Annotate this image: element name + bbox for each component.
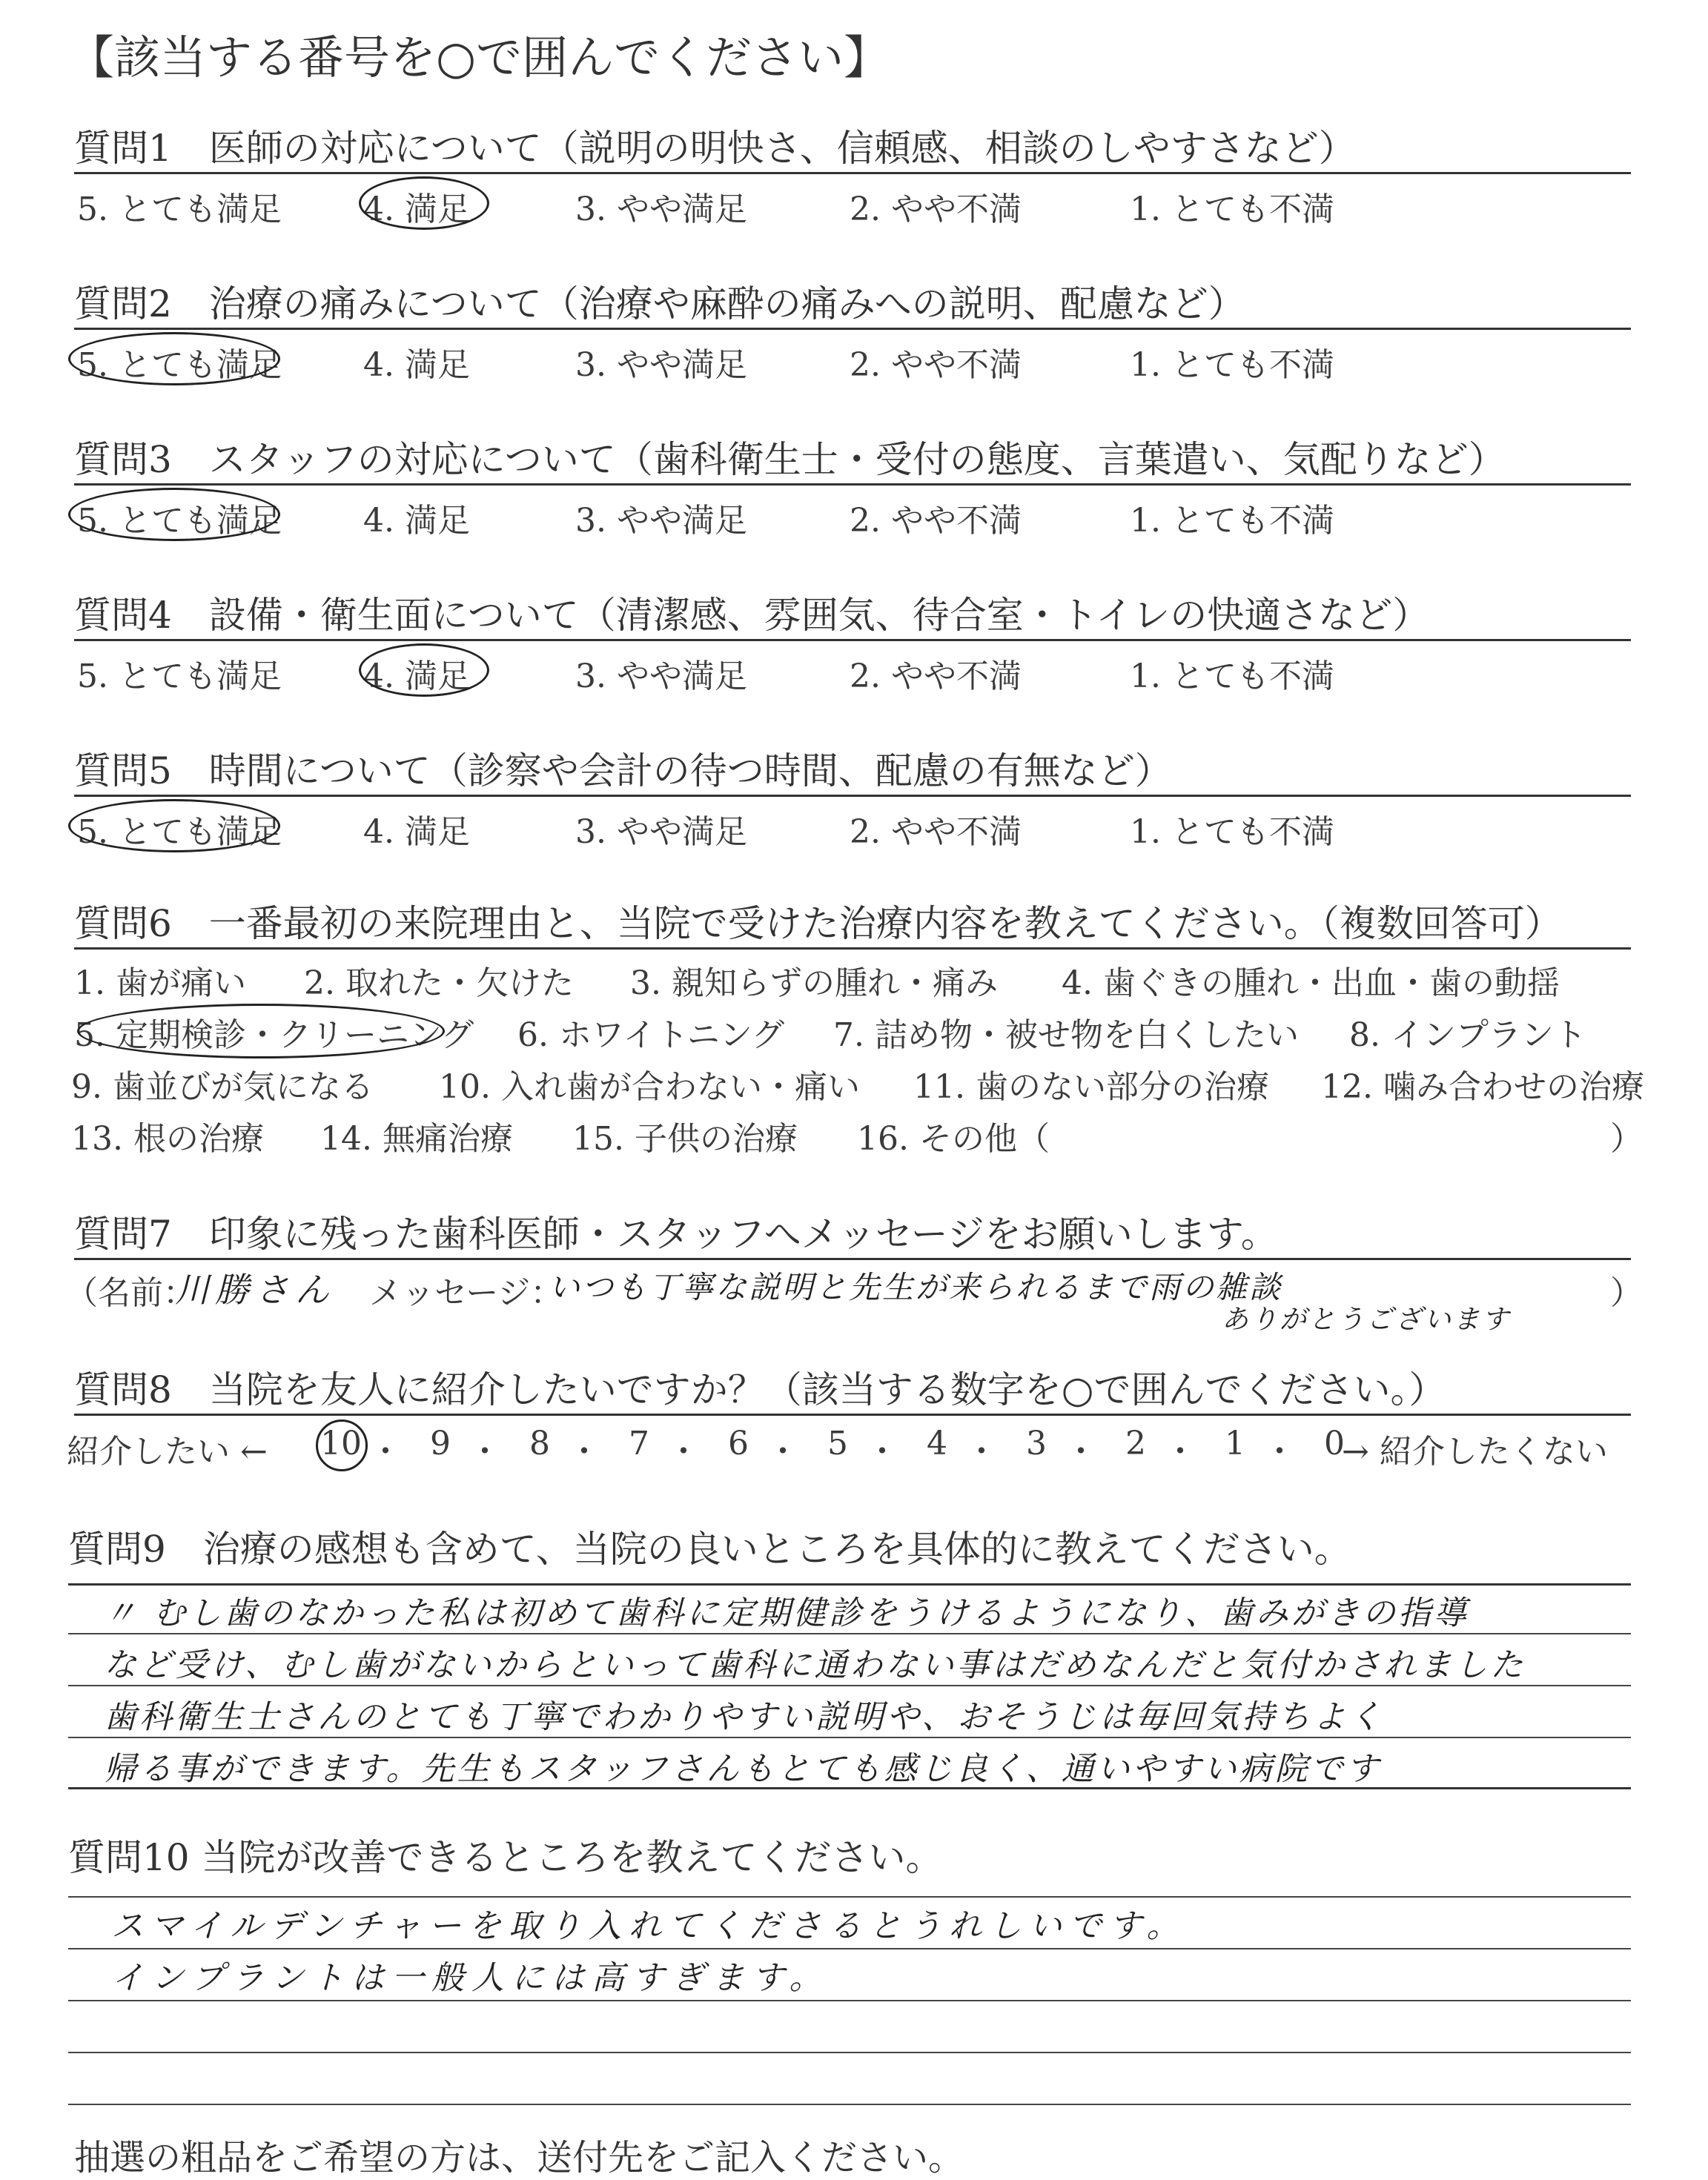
q3-option[interactable]: 4. 満足 [363, 502, 470, 540]
q6-option[interactable]: 13. 根の治療 [71, 1120, 264, 1158]
q8-scale-value[interactable]: 10 [320, 1425, 362, 1462]
q7-name-label: （名前： [65, 1274, 196, 1312]
q10-line-0 [68, 1896, 1631, 1898]
page-heading: 【該当する番号を○で囲んでください】 [68, 30, 890, 85]
q2-selected-circle [68, 332, 280, 385]
q6-option[interactable]: 14. 無痛治療 [320, 1120, 513, 1158]
q5-option[interactable]: 2. やや不満 [850, 813, 1022, 851]
q1-selected-circle [359, 176, 489, 230]
q10-line-3 [68, 2052, 1631, 2053]
q6-option[interactable]: 16. その他（ [857, 1120, 1050, 1158]
q7-message-label: メッセージ： [369, 1274, 563, 1312]
q4-option[interactable]: 5. とても満足 [77, 657, 282, 695]
q4-rule [74, 639, 1631, 641]
q8-scale-separator: ・ [767, 1433, 799, 1471]
q8-scale-separator: ・ [965, 1433, 998, 1471]
q5-selected-circle [68, 799, 280, 852]
footer-partial: 抽選の粗品をご希望の方は、送付先をご記入ください。 [74, 2137, 964, 2179]
q8-scale-separator: ・ [1263, 1433, 1296, 1471]
q2-option[interactable]: 1. とても不満 [1130, 346, 1334, 384]
q7-close-paren: ） [1610, 1274, 1643, 1312]
q1-option[interactable]: 4. 満足 [363, 190, 470, 228]
q9-answer-line: 帰る事ができます。先生もスタッフさんもとても感じ良く、通いやすい病院です [104, 1750, 1382, 1788]
q6-option[interactable]: 8. インプラント [1349, 1016, 1586, 1054]
q3-rule [74, 483, 1631, 486]
q2-rule [74, 328, 1631, 330]
q2-option[interactable]: 4. 満足 [363, 346, 470, 384]
q3-option[interactable]: 1. とても不満 [1130, 502, 1334, 540]
q7-message-value: いつも丁寧な説明と先生が来られるまで雨の雑談 [549, 1269, 1283, 1305]
q5-title: 質問5 時間について（診察や会計の待つ時間、配慮の有無など） [74, 749, 1172, 792]
q8-selected-circle [316, 1419, 368, 1471]
q6-option[interactable]: 10. 入れ歯が合わない・痛い [439, 1068, 860, 1106]
q10-title: 質問10 当院が改善できるところを教えてください。 [68, 1836, 943, 1879]
q3-option[interactable]: 3. やや満足 [575, 502, 747, 540]
q5-rule [74, 795, 1631, 797]
q6-option[interactable]: 12. 噛み合わせの治療 [1321, 1068, 1644, 1106]
q6-title: 質問6 一番最初の来院理由と、当院で受けた治療内容を教えてください。（複数回答可） [74, 902, 1562, 945]
q4-option[interactable]: 4. 満足 [363, 657, 470, 695]
q6-option[interactable]: 3. 親知らずの腫れ・痛み [630, 964, 998, 1002]
q8-scale-separator: ・ [1164, 1433, 1196, 1471]
q5-option[interactable]: 4. 満足 [363, 813, 470, 851]
q8-scale-value[interactable]: 7 [629, 1425, 649, 1462]
q6-option[interactable]: 5. 定期検診・クリーニング [74, 1016, 474, 1054]
q10-answer-line: スマイルデンチャーを取り入れてくださるとうれしいです。 [111, 1907, 1187, 1945]
q9-title: 質問9 治療の感想も含めて、当院の良いところを具体的に教えてください。 [68, 1528, 1351, 1571]
q1-option[interactable]: 2. やや不満 [850, 190, 1022, 228]
q6-option[interactable]: 6. ホワイトニング [517, 1016, 785, 1054]
q5-option[interactable]: 3. やや満足 [575, 813, 747, 851]
q9-line-0 [68, 1583, 1631, 1586]
q8-scale-value[interactable]: 5 [827, 1425, 848, 1462]
q6-option[interactable]: 2. 取れた・欠けた [304, 964, 574, 1002]
q10-line-2 [68, 2000, 1631, 2001]
q2-option[interactable]: 3. やや満足 [575, 346, 747, 384]
q3-selected-circle [68, 488, 280, 541]
q8-scale-value[interactable]: 2 [1125, 1425, 1146, 1462]
q4-selected-circle [359, 643, 489, 697]
q10-answer-line: インプラントは一般人には高すぎます。 [111, 1959, 830, 1997]
q2-option[interactable]: 5. とても満足 [77, 346, 282, 384]
q3-title: 質問3 スタッフの対応について（歯科衛生士・受付の態度、言葉遣い、気配りなど） [74, 438, 1506, 481]
q2-option[interactable]: 2. やや不満 [850, 346, 1022, 384]
q6-option[interactable]: 11. 歯のない部分の治療 [913, 1068, 1269, 1106]
q8-scale-separator: ・ [1065, 1433, 1097, 1471]
q4-title: 質問4 設備・衛生面について（清潔感、雰囲気、待合室・トイレの快適さなど） [74, 594, 1430, 637]
q8-scale-value[interactable]: 9 [430, 1425, 451, 1462]
q8-scale-separator: ・ [866, 1433, 898, 1471]
q4-option[interactable]: 1. とても不満 [1130, 657, 1334, 695]
q1-option[interactable]: 5. とても満足 [77, 190, 282, 228]
q8-scale-separator: ・ [667, 1433, 700, 1471]
q9-answer-line: 歯科衛生士さんのとても丁寧でわかりやすい説明や、おそうじは毎回気持ちよく [104, 1698, 1385, 1736]
q8-rule [74, 1414, 1631, 1416]
q8-scale-separator: ・ [369, 1433, 402, 1471]
q8-right-label: → 紹介したくない [1342, 1433, 1608, 1471]
q8-scale-separator: ・ [469, 1433, 501, 1471]
q6-option[interactable]: 4. 歯ぐきの腫れ・出血・歯の動揺 [1062, 964, 1560, 1002]
q6-option[interactable]: 9. 歯並びが気になる [71, 1068, 374, 1106]
q7-name-value: 川勝さん [175, 1270, 335, 1310]
q6-selected-circle [77, 1004, 445, 1058]
q6-option[interactable]: 1. 歯が痛い [74, 964, 246, 1002]
q7-title: 質問7 印象に残った歯科医師・スタッフへメッセージをお願いします。 [74, 1213, 1278, 1256]
q8-scale-value[interactable]: 8 [529, 1425, 550, 1462]
q4-option[interactable]: 2. やや不満 [850, 657, 1022, 695]
q5-option[interactable]: 5. とても満足 [77, 813, 282, 851]
q2-title: 質問2 治療の痛みについて（治療や麻酔の痛みへの説明、配慮など） [74, 282, 1245, 325]
q8-left-label: 紹介したい ← [67, 1433, 268, 1471]
q8-scale-separator: ・ [568, 1433, 600, 1471]
q8-title: 質問8 当院を友人に紹介したいですか？（該当する数字を○で囲んでください。） [74, 1368, 1446, 1411]
q1-title: 質問1 医師の対応について（説明の明快さ、信頼感、相談のしやすさなど） [74, 127, 1356, 170]
q10-line-4 [68, 2104, 1631, 2105]
q8-scale-value[interactable]: 0 [1324, 1425, 1345, 1462]
q6-option[interactable]: 15. 子供の治療 [572, 1120, 798, 1158]
q9-answer-line: など受け、むし歯がないからといって歯科に通わない事はだめなんだと気付かされました [104, 1646, 1526, 1684]
q4-option[interactable]: 3. やや満足 [575, 657, 747, 695]
q8-scale-value[interactable]: 6 [728, 1425, 749, 1462]
q1-option[interactable]: 3. やや満足 [575, 190, 747, 228]
q8-scale-value[interactable]: 1 [1225, 1425, 1245, 1462]
q7-message-value-2: ありがとうございます [1222, 1305, 1512, 1335]
q5-option[interactable]: 1. とても不満 [1130, 813, 1334, 851]
q3-option[interactable]: 5. とても満足 [77, 502, 282, 540]
q8-scale-value[interactable]: 3 [1026, 1425, 1047, 1462]
q3-option[interactable]: 2. やや不満 [850, 502, 1022, 540]
q6-close-paren: ） [1610, 1120, 1643, 1158]
q10-line-1 [68, 1948, 1631, 1949]
q8-scale-value[interactable]: 4 [927, 1425, 947, 1462]
q1-option[interactable]: 1. とても不満 [1130, 190, 1334, 228]
q6-option[interactable]: 7. 詰め物・被せ物を白くしたい [833, 1016, 1299, 1054]
q1-rule [74, 172, 1631, 174]
q9-answer-line: 〃 むし歯のなかった私は初めて歯科に定期健診をうけるようになり、歯みがきの指導 [104, 1594, 1469, 1632]
q6-rule [74, 947, 1631, 950]
q7-rule [74, 1258, 1631, 1260]
